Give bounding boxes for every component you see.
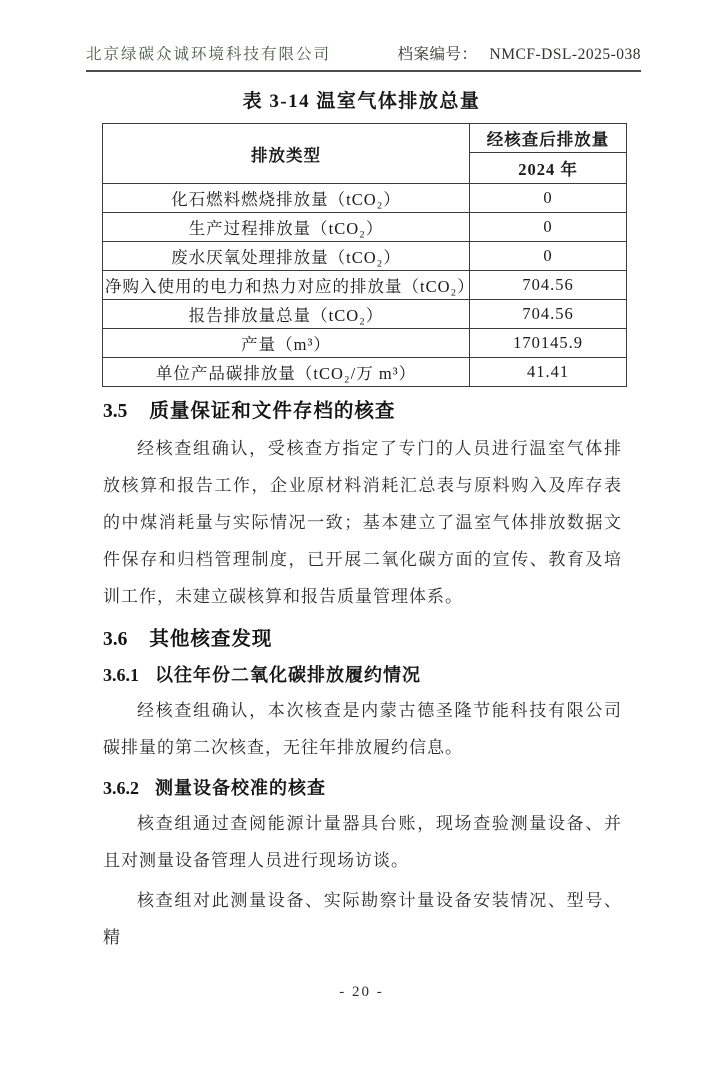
column-header-verified-emissions: 经核查后排放量: [470, 124, 627, 153]
paragraph-3-6-2-second: 核查组对此测量设备、实际勘察计量设备安装情况、型号、精: [103, 891, 622, 947]
table-caption: 表 3-14 温室气体排放总量: [242, 91, 481, 112]
section-title: 质量保证和文件存档的核查: [149, 401, 396, 422]
table-row-fossil-fuel: [103, 184, 627, 213]
emissions-table: [102, 123, 627, 387]
section-number: 3.5: [103, 401, 128, 422]
section-heading-3-6-2: [103, 776, 622, 800]
section-heading-3-5: [103, 399, 622, 425]
section-title: 其他核查发现: [149, 629, 273, 650]
row-label: 净购入使用的电力和热力对应的排放量（tCO₂）: [103, 271, 470, 300]
document-header: [86, 44, 641, 72]
row-label: 生产过程排放量（tCO₂）: [103, 213, 470, 242]
section-number: 3.6.2: [103, 778, 139, 798]
section-number: 3.6.1: [103, 665, 139, 685]
row-value: 41.41: [470, 358, 627, 387]
section-number: 3.6: [103, 629, 128, 650]
file-number-value: NMCF-DSL-2025-038: [489, 46, 641, 63]
file-number: [398, 44, 641, 65]
table-row-output: [103, 329, 627, 358]
file-number-label: 档案编号：: [397, 46, 478, 63]
row-value: 0: [470, 213, 627, 242]
section-heading-3-6-1: [103, 663, 622, 687]
document-body: [103, 399, 622, 956]
page-number: - 20 -: [339, 984, 384, 1000]
paragraph-3-6-2-first: 核查组通过查阅能源计量器具台账，现场查验测量设备、并且对测量设备管理人员进行现场访谈。: [103, 814, 622, 870]
company-name: 北京绿碳众诚环境科技有限公司: [86, 46, 332, 63]
table-row-wastewater: [103, 242, 627, 271]
column-header-year: 2024 年: [470, 153, 627, 184]
table-row-purchased-electricity-heat: [103, 271, 627, 300]
paragraph-3-6-1: 经核查组确认，本次核查是内蒙古德圣隆节能科技有限公司碳排量的第二次核查，无往年排放履约信息。: [103, 701, 622, 757]
table-row-total-reported: [103, 300, 627, 329]
row-label: 产量（m³）: [103, 329, 470, 358]
row-value: 704.56: [470, 271, 627, 300]
row-label: 化石燃料燃烧排放量（tCO₂）: [103, 184, 470, 213]
section-title: 测量设备校准的核查: [155, 778, 326, 798]
document-page: [0, 44, 723, 1068]
table-row-unit-carbon-intensity: [103, 358, 627, 387]
section-title: 以往年份二氧化碳排放履约情况: [155, 665, 421, 685]
row-label: 单位产品碳排放量（tCO₂/万 m³）: [103, 358, 470, 387]
paragraph-3-5: 经核查组确认，受核查方指定了专门的人员进行温室气体排放核算和报告工作，企业原材料消耗汇总表与原料购入及库存表的中煤消耗量与实际情况一致；基本建立了温室气体排放数据文件保存和归档管理制度，已开展二氧化碳方面的宣传、教育及培训工作，未建立碳核算和报告质量管理体系。: [103, 439, 622, 606]
row-label: 报告排放量总量（tCO₂）: [103, 300, 470, 329]
table-header-row-1: [103, 124, 627, 153]
row-value: 170145.9: [470, 329, 627, 358]
row-value: 0: [470, 242, 627, 271]
section-heading-3-6: [103, 627, 622, 653]
row-value: 704.56: [470, 300, 627, 329]
row-label: 废水厌氧处理排放量（tCO₂）: [103, 242, 470, 271]
row-value: 0: [470, 184, 627, 213]
column-header-emission-type: 排放类型: [103, 124, 470, 184]
table-row-process: [103, 213, 627, 242]
